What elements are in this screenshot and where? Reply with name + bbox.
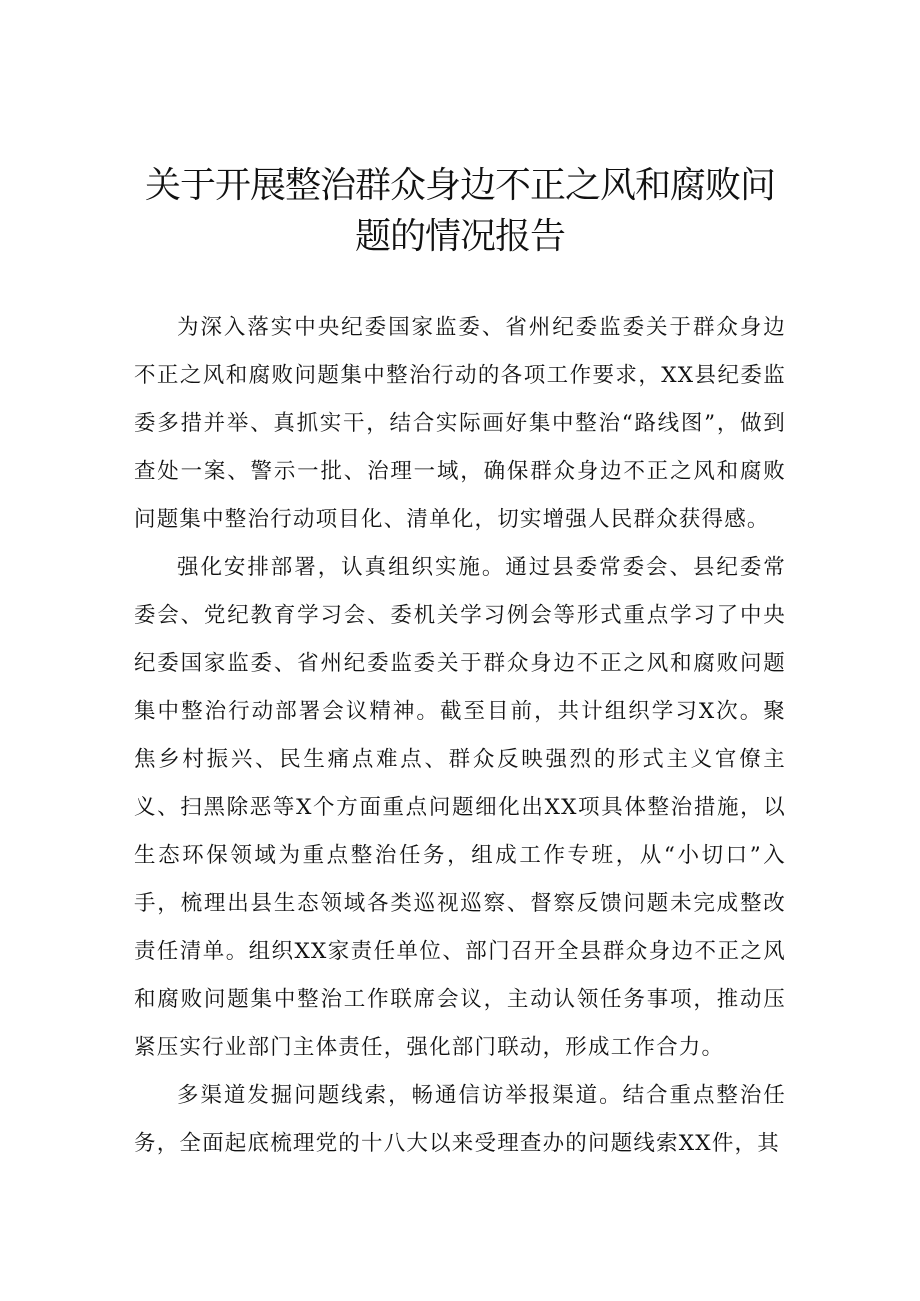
paragraph-clues: 多渠道发掘问题线索，畅通信访举报渠道。结合重点整治任务，全面起底梳理党的十八大以来受理查办的问题线索XX件，其 (134, 1083, 786, 1156)
paragraph-intro: 为深入落实中央纪委国家监委、省州纪委监委关于群众身边不正之风和腐败问题集中整治行动的各项工作要求，XX县纪委监委多措并举、真抓实干，结合实际画好集中整治“路线图”，做到查处一案、警示一批、治理一域，确保群众身边不正之风和腐败问题集中整治行动项目化、清单化，切实增强人民群众获得感。 (134, 315, 786, 532)
document-body (134, 304, 786, 1168)
document-title-line-2: 题的情况报告 (354, 216, 565, 257)
document-title-line-1: 关于开展整治群众身边不正之风和腐败问 (144, 165, 775, 206)
paragraph-deployment: 强化安排部署，认真组织实施。通过县委常委会、县纪委常委会、党纪教育学习会、委机关学习例会等形式重点学习了中央纪委国家监委、省州纪委监委关于群众身边不正之风和腐败问题集中整治行动部署会议精神。截至目前，共计组织学习X次。聚焦乡村振兴、民生痛点难点、群众反映强烈的形式主义官僚主义、扫黑除恶等X个方面重点问题细化出XX项具体整治措施，以生态环保领域为重点整治任务，组成工作专班，从“小切口”入手，梳理出县生态领域各类巡视巡察、督察反馈问题未完成整改责任清单。组织XX家责任单位、部门召开全县群众身边不正之风和腐败问题集中整治工作联席会议，主动认领任务事项，推动压紧压实行业部门主体责任，强化部门联动，形成工作合力。 (134, 555, 786, 1060)
